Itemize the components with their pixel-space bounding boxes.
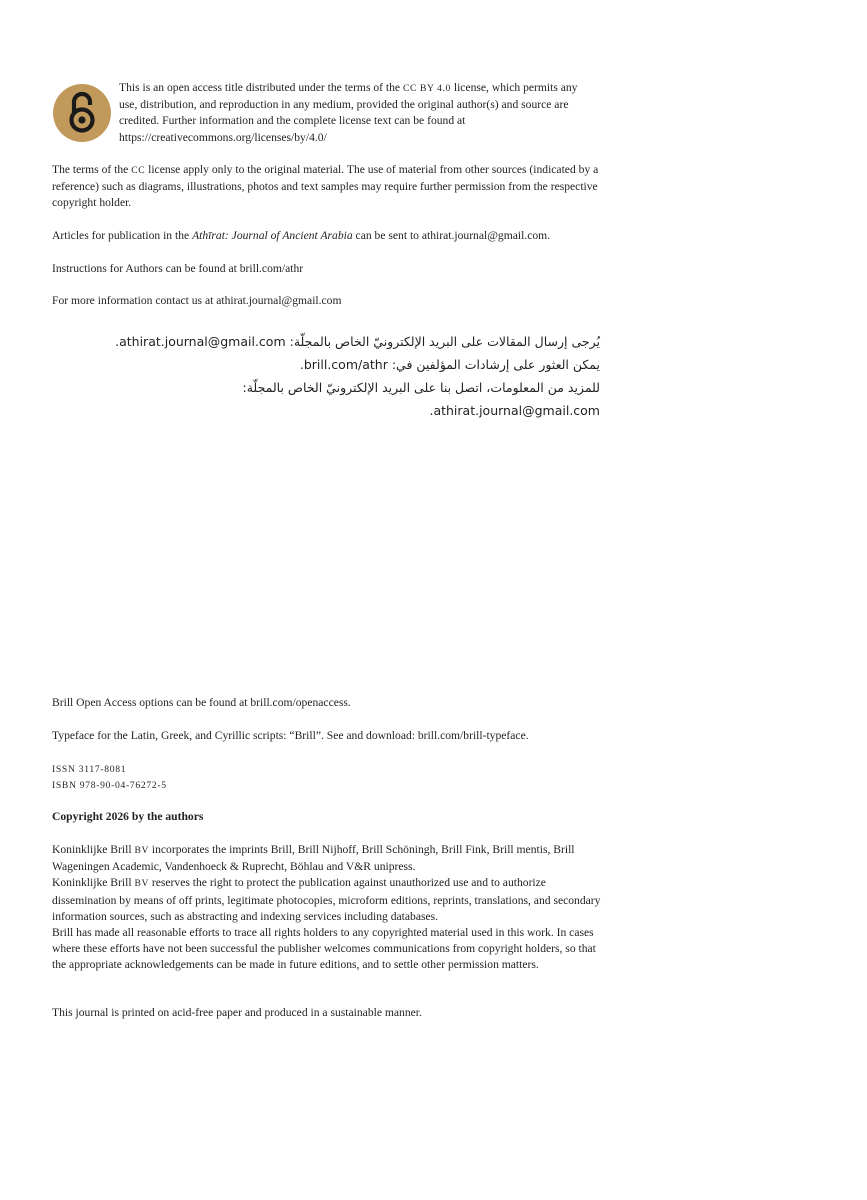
rights-text-start: Koninklijke Brill [52,876,135,890]
imprints-bv-abbrev: BV [134,845,149,856]
license-statement [119,80,589,146]
terms-cc-abbrev: CC [131,165,146,176]
arabic-line-3: للمزيد من المعلومات، اتصل بنا على البريد الإلكترونيّ الخاص بالمجلّة: athirat.journal@gmail.com. [242,380,600,418]
license-text-start: This is an open access title distributed under the terms of the [119,81,403,94]
license-text-end: license, which permits any use, distribution, and reproduction in any medium, provided the original author(s) and source are credited. Further information and the complete license text can be found at https://creativecommons.org/licenses/by/4.0/ [119,81,578,144]
issn: ISSN 3117-8081 [52,764,127,775]
articles-text-start: Articles for publication in the [52,229,193,242]
rights-text-end: reserves the right to protect the publication against unauthorized use and to authorize dissemination by means of off prints, legitimate photocopies, microform editions, reprints, translations, and secondary information sources, such as abstracting and indexing services including databases. [52,876,601,923]
open-access-block [52,80,612,146]
typeface-paragraph: Typeface for the Latin, Greek, and Cyrillic scripts: “Brill”. See and download: brill.com/brill-typeface. [52,729,529,742]
imprints-text-start: Koninklijke Brill [52,843,135,856]
open-access-lock-icon [52,83,112,143]
contact-paragraph: For more information contact us at athirat.journal@gmail.com [52,294,342,307]
rights-bv-abbrev: BV [134,878,149,890]
instructions-paragraph: Instructions for Authors can be found at brill.com/athr [52,262,304,275]
terms-text-start: The terms of the [52,163,132,176]
rights-paragraph [52,875,602,925]
copyright-line: Copyright 2026 by the authors [52,810,204,823]
articles-text-end: can be sent to athirat.journal@gmail.com. [352,229,551,242]
publisher-notice [52,842,602,974]
license-cc-abbrev: CC BY 4.0 [402,83,451,94]
arabic-line-2: يمكن العثور على إرشادات المؤلفين في: brill.com/athr. [299,357,600,372]
articles-paragraph [52,228,612,244]
identifiers [52,762,612,794]
imprints-paragraph [52,842,602,875]
imprints-text-end: incorporates the imprints Brill, Brill Nijhoff, Brill Schöningh, Brill Fink, Brill mentis, Brill Wageningen Academic, Vandenhoeck & Ruprecht, Böhlau and V&R unipress. [52,843,575,874]
paper-statement: This journal is printed on acid-free paper and produced in a sustainable manner. [52,1006,422,1019]
open-access-options: Brill Open Access options can be found at brill.com/openaccess. [52,696,351,709]
terms-paragraph [52,162,612,212]
journal-title: Athīrat: Journal of Ancient Arabia [192,229,353,242]
terms-text-end: license apply only to the original material. The use of material from other sources (indicated by a reference) such as diagrams, illustrations, photos and text samples may require further permission from the respective copyright holder. [52,163,599,210]
arabic-block [110,330,600,422]
arabic-line-1: يُرجى إرسال المقالات على البريد الإلكترونيّ الخاص بالمجلّة: athirat.journal@gmail.com. [115,334,600,349]
isbn: ISBN 978-90-04-76272-5 [52,780,167,791]
rights-holders-paragraph: Brill has made all reasonable efforts to trace all rights holders to any copyrighted material used in this work. In cases where these efforts have not been successful the publisher welcomes communications from copyright holders, so that the appropriate acknowledgements can be made in future editions, and to settle other permission matters. [52,926,596,972]
